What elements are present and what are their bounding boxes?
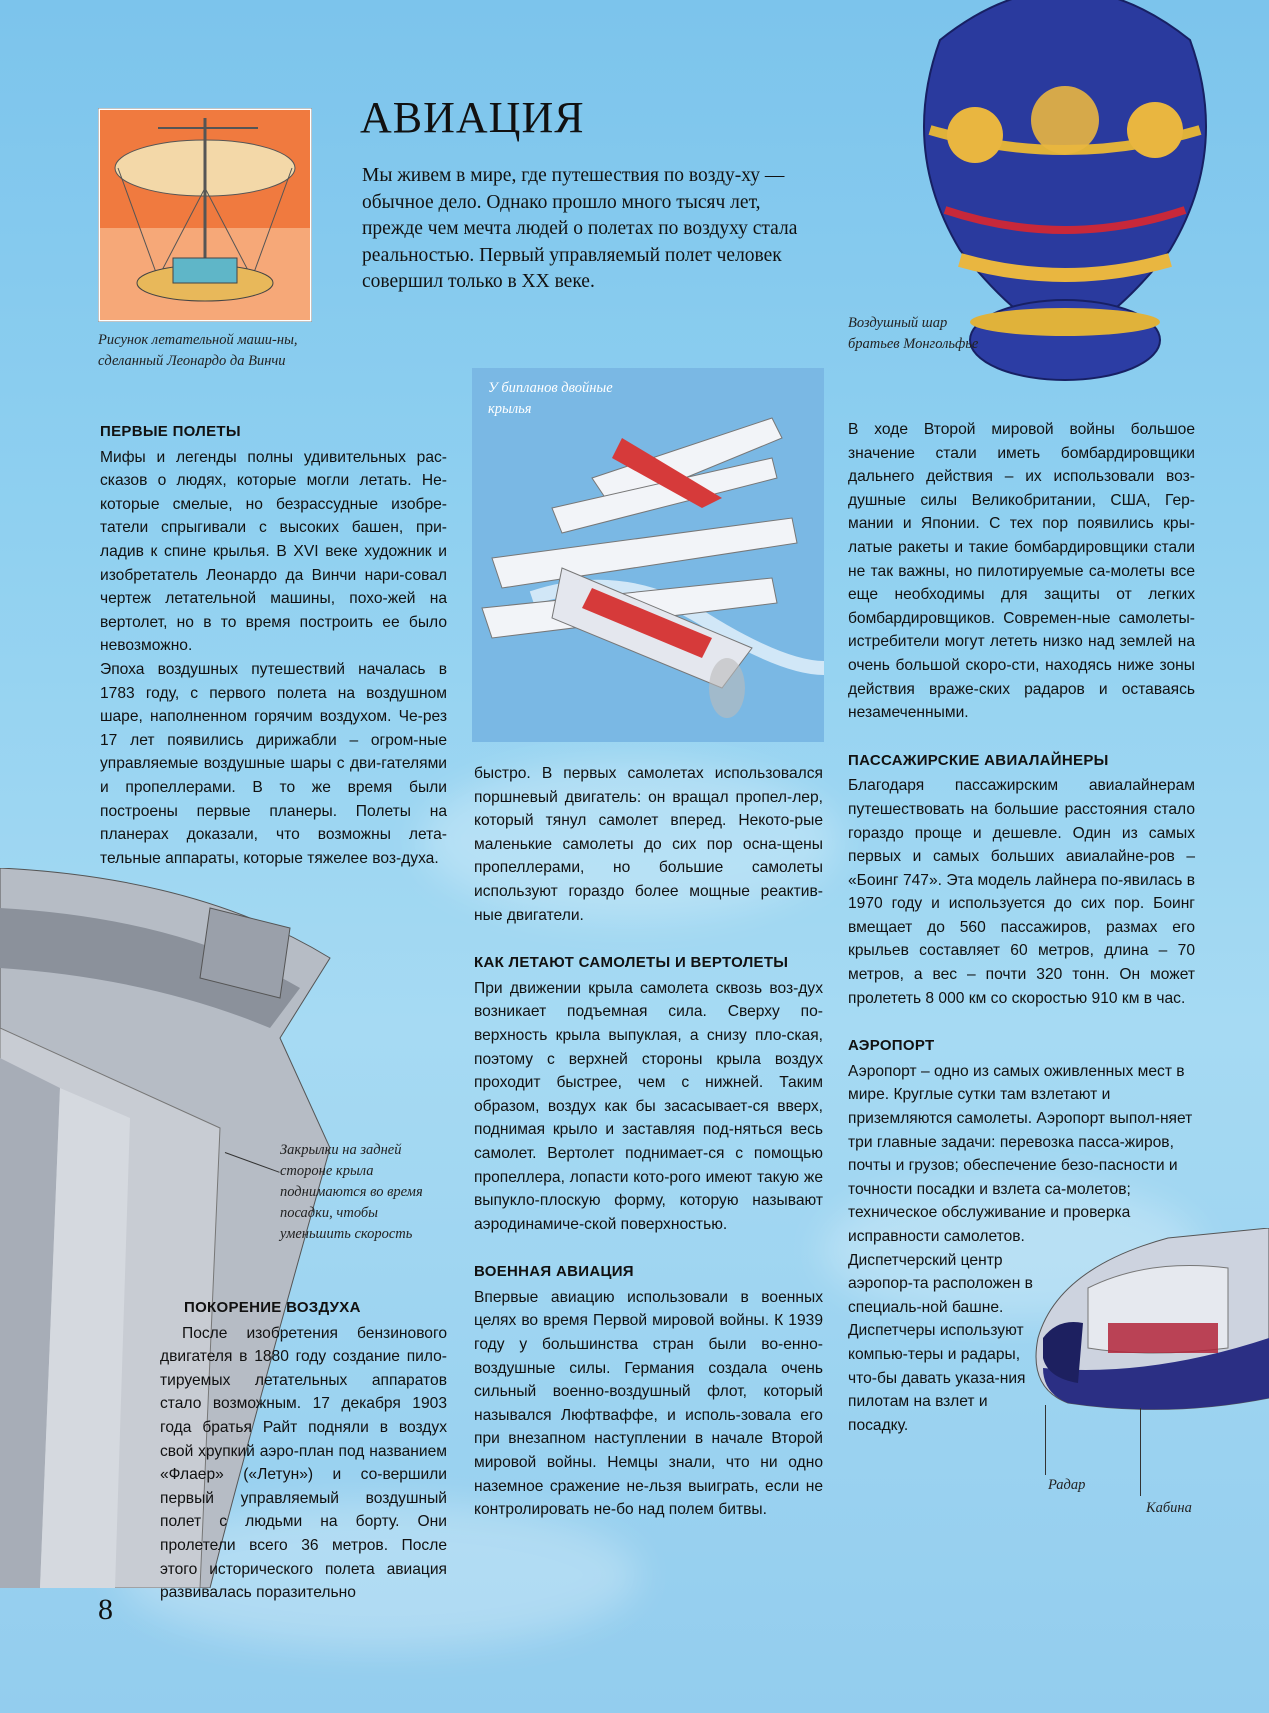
heading-conquest-of-air: ПОКОРЕНИЕ ВОЗДУХА — [184, 1299, 361, 1316]
caption-balloon: Воздушный шар братьев Монгольфье — [848, 315, 979, 352]
column-2 — [474, 762, 823, 1522]
column-3 — [848, 418, 1195, 1437]
paragraph: Благодаря пассажирским авиалайнерам путешествовать на большие расстояния стало гораздо проще и дешевле. Один из самых первых и самых больших авиалайне-ров – «Боинг 747». Эта модель лайнера по-явилась в 1970 году и используется до сих пор. Боинг вмещает до 560 пассажиров, размах его крыльев составляет 60 метров, длина – 70 метров, а вес – почти 320 тонн. Он может пролететь 8 000 км со скоростью 910 км в час. — [848, 777, 1195, 1007]
page-number: 8 — [98, 1593, 113, 1626]
column-1 — [100, 420, 447, 870]
paragraph: Мифы и легенды полны удивительных рас-сказов о людях, которые могли летать. Не-которые смелые, но безрассудные изобре-татели спрыгивали с высоких башен, при-ладив к спине крылья. В XVI веке художник и изобретатель Леонардо да Винчи нари-совал чертеж летательной машины, похо-жей на вертолет, но в то время построить ее было невозможно. — [100, 448, 447, 655]
caption-flaps: Закрылки на задней стороне крыла поднимаются во время посадки, чтобы уменьшить скорость — [280, 1142, 423, 1242]
paragraph: При движении крыла самолета сквозь воз-дух возникает подъемная сила. Сверху по-верхность крыла выпуклая, а снизу пло-ская, поэтому с верхней стороны крыла воздух проходит быстрее, чем с нижней. Таким образом, воздух как бы засасывает-ся вверх, поднимая крыло и заставляя под-няться весь самолет. Вертолет поднимает-ся с помощью пропеллера, лопасти кото-рого имеют такую же выпукло-плоскую форму, которую называют аэродинамиче-ской поверхностью. — [474, 979, 823, 1233]
paragraph: Эпоха воздушных путешествий началась в 1783 году, с первого полета на воздушном шаре, наполненном горячим воздухом. Че-рез 17 лет появились дирижабли – огром-ные управляемые воздушные шары с дви-гателями и пропеллерами. В то же время были построены первые планеры. Полеты на планерах доказали, что возможны лета-тельные аппараты, которые тяжелее воз-духа. — [100, 660, 447, 867]
biplanes-illustration — [472, 368, 824, 742]
heading-military-aviation: ВОЕННАЯ АВИАЦИЯ — [474, 1263, 634, 1281]
paragraph: Диспетчерский центр аэропор-та расположен в специаль-ной башне. Диспетчеры используют компью-теры и радары, что-бы давать указа-ния пилотам на взлет и посадку. — [848, 1251, 1033, 1434]
paragraph: Аэропорт – одно из самых оживленных мест в мире. Круглые сутки там взлетают и приземляются самолеты. Аэропорт выпол-няет три главные задачи: перевозка пасса-жиров, почты и грузов; обеспечение безо-пасности и точности посадки и взлета са-молетов; техническое обслуживание и проверка исправности самолетов. — [848, 1062, 1193, 1245]
paragraph: После изобретения бензинового двигателя в 1880 году создание пило-тируемых летательных аппаратов стало возможным. 17 декабря 1903 года братья Райт подняли в воздух свой хрупкий аэро-план под названием «Флаер» («Летун») и со-вершили первый управляемый воздушный полет с людьми на борту. Они пролетели всего 36 метров. После этого исторического полета авиация развивалась поразительно — [160, 1324, 447, 1602]
caption-cabin: Кабина — [1146, 1500, 1192, 1516]
caption-leonardo: Рисунок летательной маши-ны, сделанный Леонардо да Винчи — [98, 332, 298, 369]
heading-airport: АЭРОПОРТ — [848, 1037, 935, 1055]
column-1-lower — [160, 1296, 447, 1605]
heading-how-planes-fly: КАК ЛЕТАЮТ САМОЛЕТЫ И ВЕРТОЛЕТЫ — [474, 954, 789, 972]
leonardo-illustration — [98, 108, 312, 322]
page-title: АВИАЦИЯ — [360, 93, 585, 142]
paragraph: быстро. В первых самолетах использовался поршневый двигатель: он вращал пропел-лер, который тянул самолет вперед. Некото-рые маленькие самолеты до сих пор осна-щены пропеллерами, но большие самолеты используют гораздо более мощные реактив-ные двигатели. — [474, 765, 823, 924]
intro-text: Мы живем в мире, где путешествия по возду-ху — обычное дело. Однако прошло много тысяч лет, прежде чем мечта людей о полетах по воздуху стала реальностью. Первый управляемый полет человек совершил только в XX веке. — [362, 165, 798, 292]
caption-radar: Радар — [1048, 1477, 1086, 1493]
heading-first-flights: ПЕРВЫЕ ПОЛЕТЫ — [100, 423, 241, 440]
caption-biplanes: У бипланов двойные крылья — [488, 380, 613, 417]
paragraph: В ходе Второй мировой войны большое значение стали иметь бомбардировщики дальнего действия – их использовали воз-душные силы Великобритании, США, Гер-мании и Японии. С тех пор появились кры-латые ракеты и такие бомбардировщики стали не так важны, но пилотируемые са-молеты все еще необходимы для защиты от легких бомбардировщиков. Современ-ные самолеты-истребители могут лететь низко над землей на очень большой скоро-сти, находясь ниже зоны действия враже-ских радаров и оставаясь незамеченными. — [848, 421, 1195, 722]
heading-passenger-airliners: ПАССАЖИРСКИЕ АВИАЛАЙНЕРЫ — [848, 751, 1109, 769]
paragraph: Впервые авиацию использовали в военных целях во время Первой мировой войны. К 1939 году у большинства стран были во-енно-воздушные силы. Германия создала очень сильный военно-воздушный флот, который назывался Люфтваффе, и исполь-зовала его при внезапном наступлении в начале Второй мировой войны. Немцы знали, что ни одно наземное сражение не-льзя выиграть, если не контролировать не-бо над полем битвы. — [474, 1288, 823, 1519]
